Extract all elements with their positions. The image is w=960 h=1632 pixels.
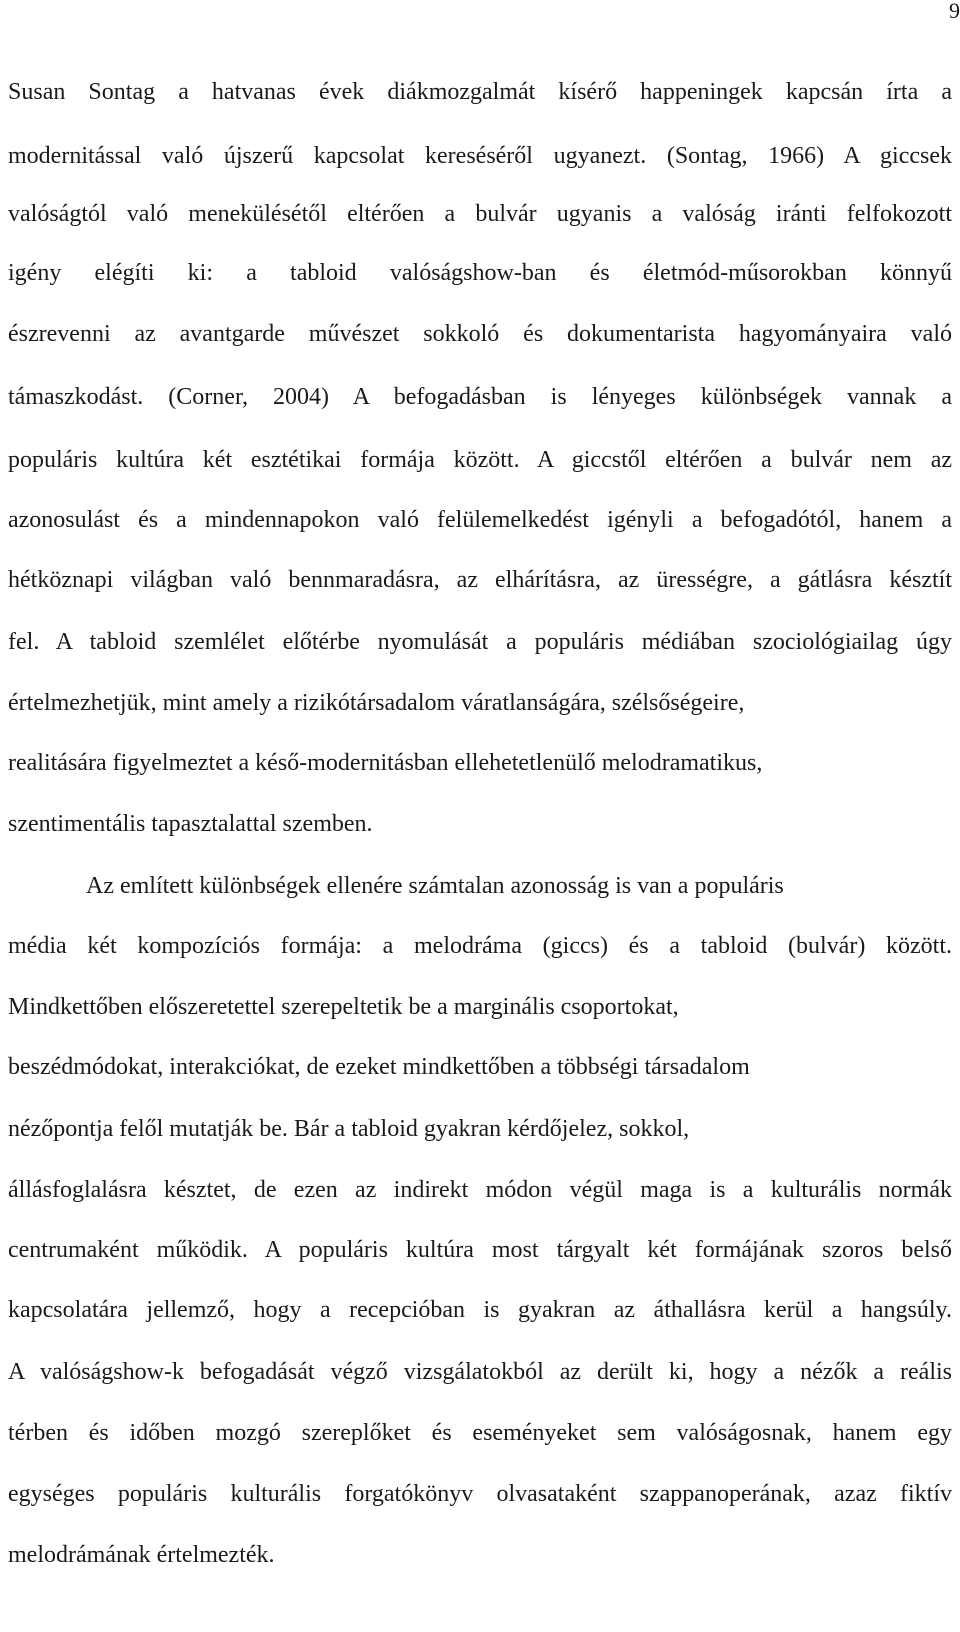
- text-line: állásfoglalásra késztet, de ezen az indirekt módon végül maga is a kulturális normák: [8, 1177, 952, 1203]
- text-line: populáris kultúra két esztétikai formája között. A giccstől eltérően a bulvár nem az: [8, 447, 952, 473]
- text-line: valóságtól való menekülésétől eltérően a bulvár ugyanis a valóság iránti felfokozott: [8, 201, 952, 227]
- text-line: egységes populáris kulturális forgatókönyv olvasataként szappanoperának, azaz fiktív: [8, 1481, 952, 1507]
- text-line: észrevenni az avantgarde művészet sokkoló és dokumentarista hagyományaira való: [8, 321, 952, 347]
- text-line: Mindkettőben előszeretettel szerepeltetik be a marginális csoportokat,: [8, 994, 679, 1020]
- text-line: támaszkodást. (Corner, 2004) A befogadásban is lényeges különbségek vannak a: [8, 384, 952, 410]
- text-line: nézőpontja felől mutatják be. Bár a tabloid gyakran kérdőjelez, sokkol,: [8, 1116, 690, 1142]
- text-line: értelmezhetjük, mint amely a rizikótársadalom váratlanságára, szélsőségeire,: [8, 690, 745, 716]
- text-line: melodrámának értelmezték.: [8, 1542, 275, 1568]
- text-line: Az említett különbségek ellenére számtalan azonosság is van a populáris: [86, 873, 784, 899]
- text-line: igény elégíti ki: a tabloid valóságshow-ban és életmód-műsorokban könnyű: [8, 260, 952, 286]
- text-line: kapcsolatára jellemző, hogy a recepcióban is gyakran az áthallásra kerül a hangsúly.: [8, 1297, 952, 1323]
- text-line: realitására figyelmeztet a késő-modernitásban ellehetetlenülő melodramatikus,: [8, 750, 763, 776]
- text-line: A valóságshow-k befogadását végző vizsgálatokból az derült ki, hogy a nézők a reális: [8, 1359, 952, 1385]
- text-line: hétköznapi világban való bennmaradásra, az elhárításra, az ürességre, a gátlásra késztít: [8, 567, 952, 593]
- page-number: 9: [949, 0, 960, 23]
- text-line: azonosulást és a mindennapokon való felülemelkedést igényli a befogadótól, hanem a: [8, 507, 952, 533]
- text-line: centrumaként működik. A populáris kultúra most tárgyalt két formájának szoros belső: [8, 1237, 952, 1263]
- text-line: szentimentális tapasztalattal szemben.: [8, 811, 373, 837]
- text-line: térben és időben mozgó szereplőket és eseményeket sem valóságosnak, hanem egy: [8, 1420, 952, 1446]
- text-line: beszédmódokat, interakciókat, de ezeket mindkettőben a többségi társadalom: [8, 1054, 750, 1080]
- text-line: média két kompozíciós formája: a melodráma (giccs) és a tabloid (bulvár) között.: [8, 933, 952, 959]
- text-line: fel. A tabloid szemlélet előtérbe nyomulását a populáris médiában szociológiailag úgy: [8, 629, 952, 655]
- text-line: Susan Sontag a hatvanas évek diákmozgalmát kísérő happeningek kapcsán írta a: [8, 79, 952, 105]
- text-line: modernitással való újszerű kapcsolat kereséséről ugyanezt. (Sontag, 1966) A giccsek: [8, 143, 952, 169]
